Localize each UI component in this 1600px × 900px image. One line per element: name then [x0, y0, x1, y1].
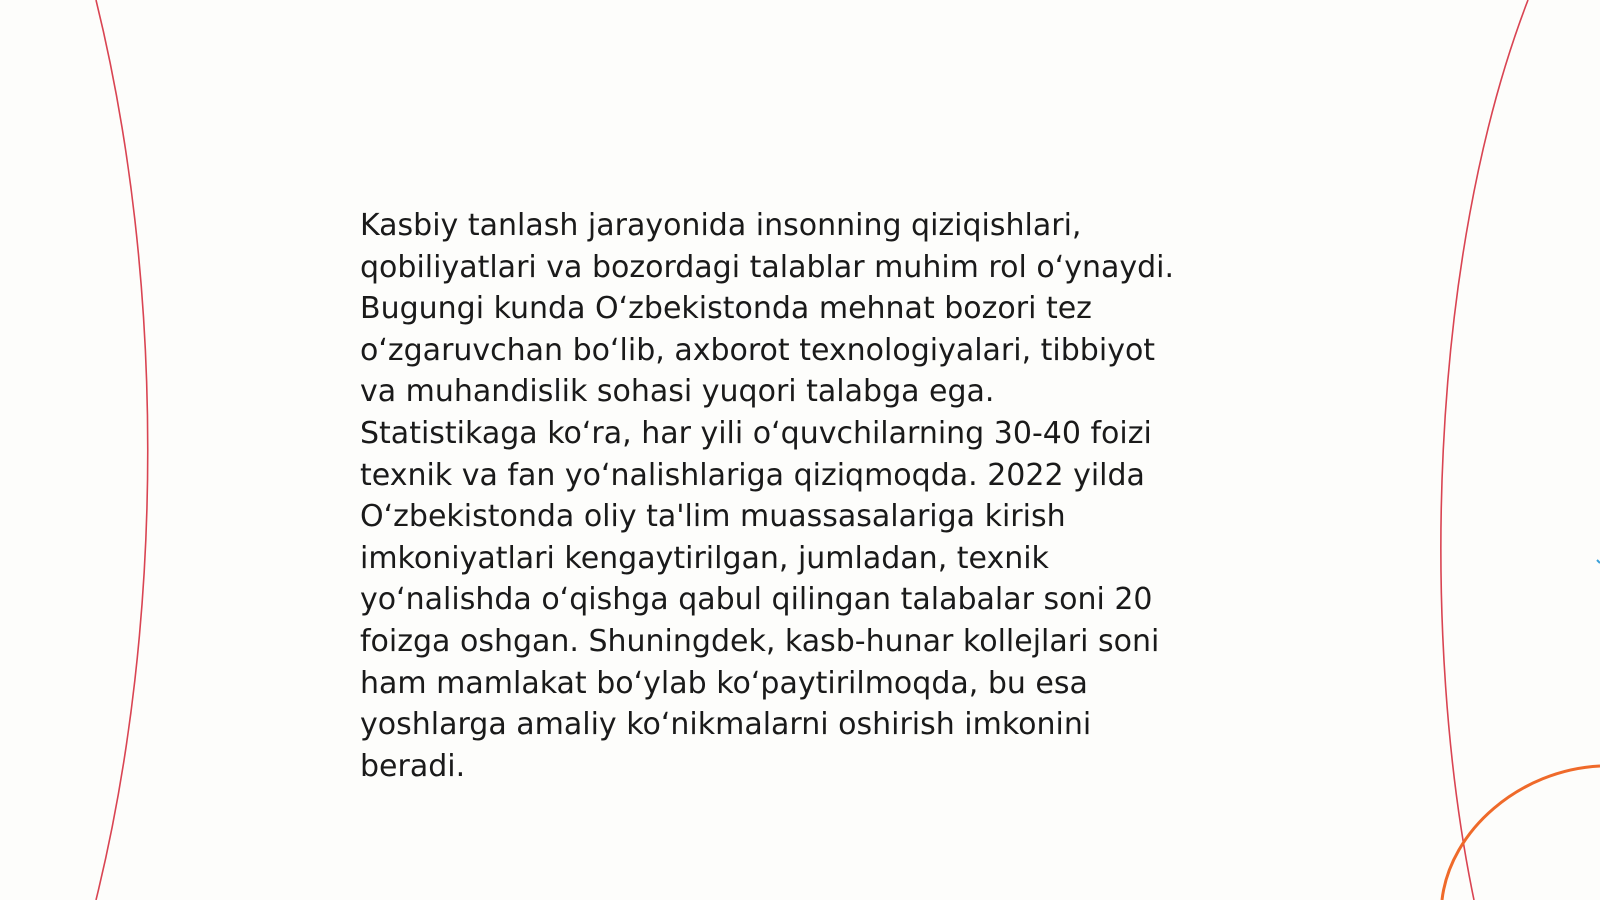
orange-arc [1442, 766, 1600, 900]
body-paragraph: Kasbiy tanlash jarayonida insonning qiziqishlari, qobiliyatlari va bozordagi talablar muhim rol o‘ynaydi. Bugungi kunda O‘zbekistonda mehnat bozori tez o‘zgaruvchan bo‘lib, axborot texnologiyalari, tibbiyot va muhandislik sohasi yuqori talabga ega. Statistikaga ko‘ra, har yili o‘quvchilarning 30-40 foizi texnik va fan yo‘nalishlariga qiziqmoqda. 2022 yilda O‘zbekistonda oliy ta'lim muassasalariga kirish imkoniyatlari kengaytirilgan, jumladan, texnik yo‘nalishda o‘qishga qabul qilingan talabalar soni 20 foizga oshgan. Shuningdek, kasb-hunar kollejlari soni ham mamlakat bo‘ylab ko‘paytirilmoqda, bu esa yoshlarga amaliy ko‘nikmalarni oshirish imkonini beradi. [360, 208, 1175, 784]
right-curve-line [1441, 0, 1528, 900]
left-curve-line [96, 0, 148, 900]
